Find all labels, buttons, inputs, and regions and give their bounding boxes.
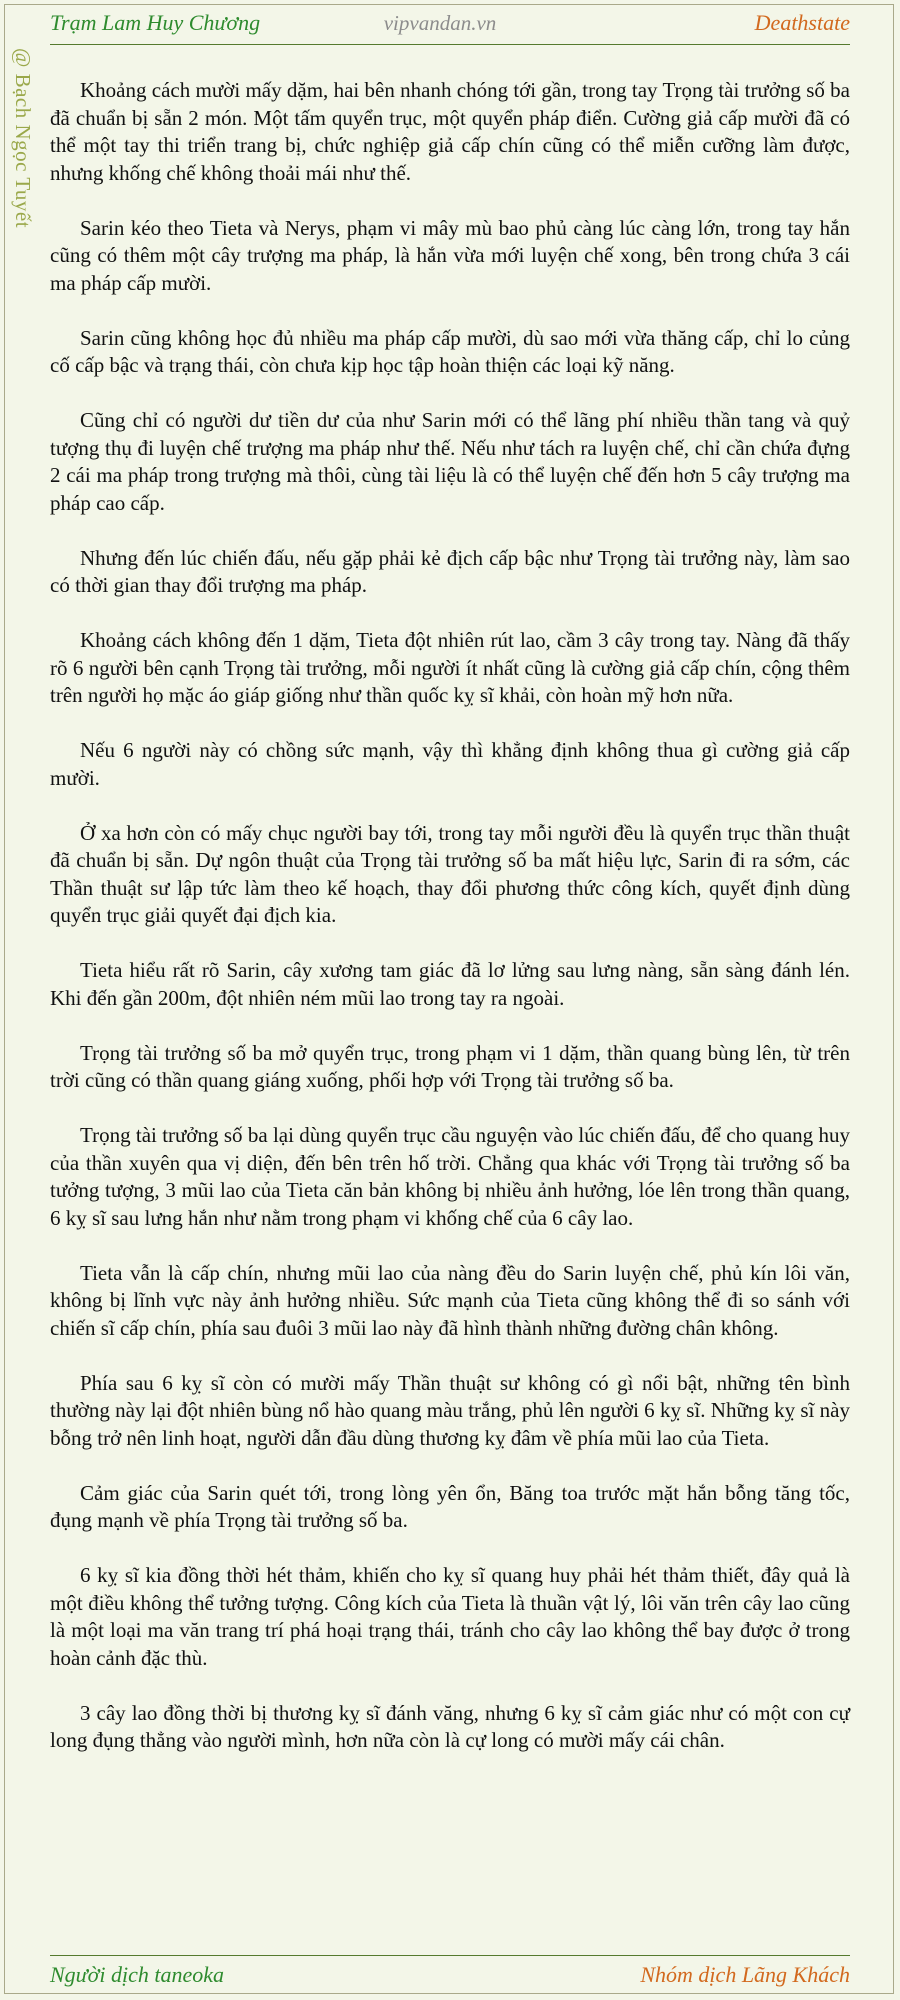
footer-group: Nhóm dịch Lãng Khách	[640, 1962, 850, 1987]
header-left-title: Trạm Lam Huy Chương	[50, 10, 261, 35]
paragraph: 3 cây lao đồng thời bị thương kỵ sĩ đánh văng, nhưng 6 kỵ sĩ cảm giác như có một con cự long đụng thẳng vào người mình, hơn nữa còn là cự long có mười mấy cái chân.	[50, 1700, 850, 1752]
paragraph: Cảm giác của Sarin quét tới, trong lòng yên ổn, Băng toa trước mặt hắn bỗng tăng tốc, đụng mạnh về phía Trọng tài trưởng số ba.	[50, 1480, 850, 1532]
side-credit: @ Bạch Ngọc Tuyết	[11, 48, 35, 229]
paragraph: Nhưng đến lúc chiến đấu, nếu gặp phải kẻ địch cấp bậc như Trọng tài trưởng này, làm sao có thời gian thay đổi trượng ma pháp.	[50, 545, 850, 597]
paragraph: Phía sau 6 kỵ sĩ còn có mười mấy Thần thuật sư không có gì nổi bật, những tên bình thường này lại đột nhiên bùng nổ hào quang màu trắng, phủ lên người 6 kỵ sĩ. Những kỵ sĩ này bỗng trở nên linh hoạt, người dẫn đầu dùng thương kỵ đâm về phía mũi lao của Tieta.	[50, 1370, 850, 1450]
footer-divider	[50, 1955, 850, 1956]
header-site-name: vipvandan.vn	[383, 10, 497, 35]
paragraph: 6 kỵ sĩ kia đồng thời hét thảm, khiến cho kỵ sĩ quang huy phải hét thảm thiết, đây quả là một điều không thể tưởng tượng. Công kích của Tieta là thuần vật lý, lôi văn trên cây lao cũng là một loại ma văn trang trí phá hoại trạng thái, tránh cho cây lao không thể bay được ở trong hoàn cảnh đặc thù.	[50, 1563, 850, 1670]
paragraph: Khoảng cách không đến 1 dặm, Tieta đột nhiên rút lao, cầm 3 cây trong tay. Nàng đã thấy rõ 6 người bên cạnh Trọng tài trưởng, mỗi người ít nhất cũng là cường giả cấp chín, cộng thêm trên người họ mặc áo giáp giống như thần quốc kỵ sĩ khải, còn hoàn mỹ hơn nữa.	[50, 628, 850, 707]
page-footer	[50, 1958, 850, 1992]
paragraph: Trọng tài trưởng số ba lại dùng quyển trục cầu nguyện vào lúc chiến đấu, để cho quang huy của thần xuyên qua vị diện, đến bên trên hố trời. Chẳng qua khác với Trọng tài trưởng số ba tưởng tượng, 3 mũi lao của Tieta căn bản không bị nhiều ảnh hưởng, lóe lên trong thần quang, 6 kỵ sĩ sau lưng hắn như nằm trong phạm vi khống chế của 6 cây lao.	[50, 1123, 850, 1230]
footer-translator: Người dịch taneoka	[50, 1962, 225, 1987]
page-header	[50, 8, 850, 38]
paragraph: Cũng chỉ có người dư tiền dư của như Sarin mới có thể lãng phí nhiều thần tang và quỷ tượng thụ đi luyện chế trượng ma pháp như thế. Nếu như tách ra luyện chế, chỉ cần chứa đựng 2 cái ma pháp trong trượng mà thôi, cùng tài liệu là có thể luyện chế đến hơn 5 cây trượng ma pháp cao cấp.	[50, 408, 850, 515]
paragraph: Tieta hiểu rất rõ Sarin, cây xương tam giác đã lơ lửng sau lưng nàng, sẵn sàng đánh lén. Khi đến gần 200m, đột nhiên ném mũi lao trong tay ra ngoài.	[50, 958, 850, 1010]
document-body	[50, 77, 850, 1782]
paragraph: Tieta vẫn là cấp chín, nhưng mũi lao của nàng đều do Sarin luyện chế, phủ kín lôi văn, không bị lĩnh vực này ảnh hưởng nhiều. Sức mạnh của Tieta cũng không thể đi so sánh với chiến sĩ cấp chín, phía sau đuôi 3 mũi lao này đã hình thành những đường chân không.	[50, 1260, 850, 1340]
header-right-title: Deathstate	[754, 10, 850, 35]
header-divider	[50, 44, 850, 45]
paragraph: Ở xa hơn còn có mấy chục người bay tới, trong tay mỗi người đều là quyển trục thần thuật đã chuẩn bị sẵn. Dự ngôn thuật của Trọng tài trưởng số ba mất hiệu lực, Sarin đi ra sớm, các Thần thuật sư lập tức làm theo kế hoạch, thay đổi phương thức công kích, quyết định dùng quyển trục giải quyết đại địch kia.	[50, 820, 850, 927]
paragraph: Khoảng cách mười mấy dặm, hai bên nhanh chóng tới gần, trong tay Trọng tài trưởng số ba đã chuẩn bị sẵn 2 món. Một tấm quyển trục, một quyển pháp điển. Cường giả cấp mười đã có thể một tay thi triển trang bị, chức nghiệp giả cấp chín cũng có thể miễn cưỡng làm được, nhưng khống chế không thoải mái như thế.	[50, 78, 850, 185]
paragraph: Sarin kéo theo Tieta và Nerys, phạm vi mây mù bao phủ càng lúc càng lớn, trong tay hắn cũng có thêm một cây trượng ma pháp, là hắn vừa mới luyện chế xong, bên trong chứa 3 cái ma pháp cấp mười.	[50, 215, 850, 295]
paragraph: Trọng tài trưởng số ba mở quyển trục, trong phạm vi 1 dặm, thần quang bùng lên, từ trên trời cũng có thần quang giáng xuống, phối hợp với Trọng tài trưởng số ba.	[50, 1040, 850, 1092]
paragraph: Sarin cũng không học đủ nhiều ma pháp cấp mười, dù sao mới vừa thăng cấp, chỉ lo củng cố cấp bậc và trạng thái, còn chưa kịp học tập hoàn thiện các loại kỹ năng.	[50, 325, 850, 377]
paragraph: Nếu 6 người này có chồng sức mạnh, vậy thì khẳng định không thua gì cường giả cấp mười.	[50, 738, 850, 790]
